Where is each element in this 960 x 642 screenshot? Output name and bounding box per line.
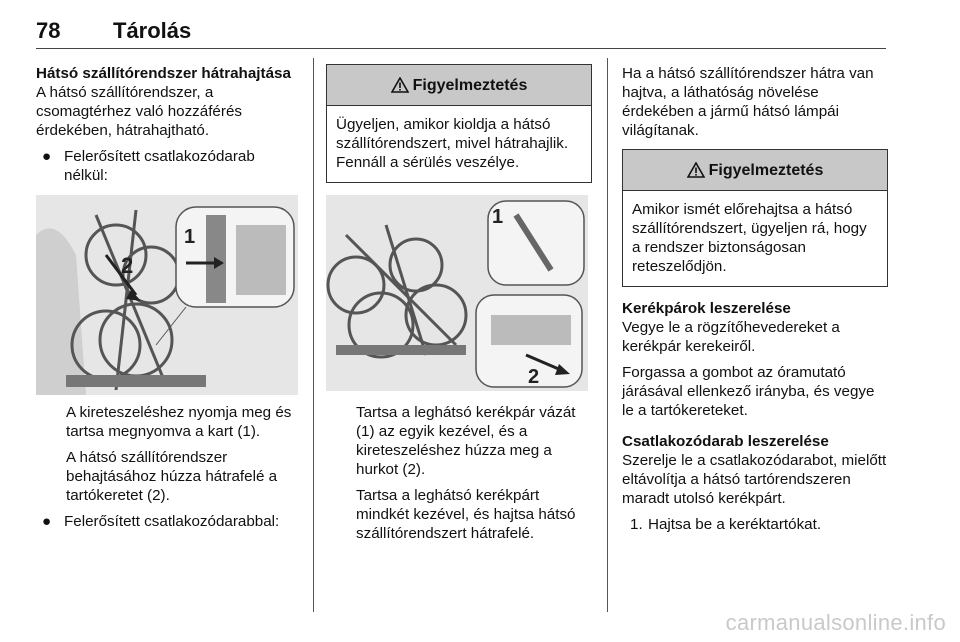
page-title: Tárolás xyxy=(113,18,192,43)
bike-carrier-illustration-2 xyxy=(326,195,588,391)
column-3 xyxy=(622,64,888,534)
warning-triangle-icon xyxy=(391,77,409,93)
column-2 xyxy=(326,64,592,543)
warning-text: Ügyeljen, amikor kioldja a hátsó szállítórendszert, mivel hátrahajlik. Fennáll a sérülés veszélye. xyxy=(336,116,569,171)
bullet-with-adapter xyxy=(36,512,298,531)
warning-box-1 xyxy=(326,64,592,183)
bullet-without-adapter xyxy=(36,147,298,185)
section-heading-fold-back: Hátsó szállítórendszer hátrahajtása xyxy=(36,65,291,82)
warning-header xyxy=(623,150,887,191)
callout-1: 1 xyxy=(184,226,196,248)
paragraph-remove-straps: Vegye le a rögzítőhevedereket a kerékpár kerekeiről. xyxy=(622,319,840,355)
callout-2: 2 xyxy=(121,253,134,278)
list-number: 1. xyxy=(630,516,643,533)
column-divider-1 xyxy=(313,58,314,612)
page-header xyxy=(0,0,960,54)
warning-title: Figyelmeztetés xyxy=(412,76,528,94)
column-divider-2 xyxy=(607,58,608,612)
step-hold-frame: Tartsa a leghátsó kerékpár vázát (1) az egyik kezével, és a kireteszeléshez húzza meg a hurkot (2). xyxy=(356,404,576,478)
bike-carrier-illustration-1 xyxy=(36,195,298,395)
paragraph-turn-knob: Forgassa a gombot az óramutató járásával ellenkező irányba, és vegye le a tartókereteket. xyxy=(622,364,875,419)
warning-title: Figyelmeztetés xyxy=(708,161,824,179)
step-pull-frame: A hátsó szállítórendszer behajtásához húzza hátrafelé a tartókeretet (2). xyxy=(66,449,278,504)
step-press-lever: A kireteszeléshez nyomja meg és tartsa megnyomva a kart (1). xyxy=(66,404,292,440)
warning-box-2 xyxy=(622,149,888,287)
numbered-list-item xyxy=(622,515,888,534)
list-text: Hajtsa be a keréktartókat. xyxy=(648,516,822,533)
bullet-dot-icon: ● xyxy=(42,148,52,165)
section-heading-remove-bikes: Kerékpárok leszerelése xyxy=(622,300,791,317)
bullet-dot-icon: ● xyxy=(42,513,52,530)
intro-paragraph: A hátsó szállítórendszer, a csomagtérhez való hozzáférés érdekében, hátrahajtható. xyxy=(36,84,242,139)
paragraph-remove-adapter: Szerelje le a csatlakozódarabot, mielőtt eltávolítja a hátsó tartórendszeren maradt utolsó kerékpárt. xyxy=(622,452,887,507)
watermark: carmanualsonline.info xyxy=(725,610,946,635)
warning-triangle-icon xyxy=(687,162,705,178)
bullet-text: Felerősített csatlakozódarab nélkül: xyxy=(64,148,255,184)
step-fold-back: Tartsa a leghátsó kerékpárt mindkét kezével, és hajtsa hátsó szállítórendszert hátrafelé. xyxy=(356,487,576,542)
bullet-text: Felerősített csatlakozódarabbal: xyxy=(64,513,280,530)
warning-text: Amikor ismét előrehajtsa a hátsó szállítórendszert, ügyeljen rá, hogy a rendszer biztonságosan reteszelődjön. xyxy=(632,201,867,275)
callout-1: 1 xyxy=(492,206,504,228)
page-number: 78 xyxy=(36,18,61,43)
column-1 xyxy=(36,64,298,531)
warning-header xyxy=(327,65,591,106)
intro-paragraph: Ha a hátsó szállítórendszer hátra van hajtva, a láthatóság növelése érdekében a jármű hátsó lámpái világítanak. xyxy=(622,65,874,139)
callout-2: 2 xyxy=(528,366,540,388)
section-heading-remove-adapter: Csatlakozódarab leszerelése xyxy=(622,433,829,450)
header-rule xyxy=(36,48,886,49)
